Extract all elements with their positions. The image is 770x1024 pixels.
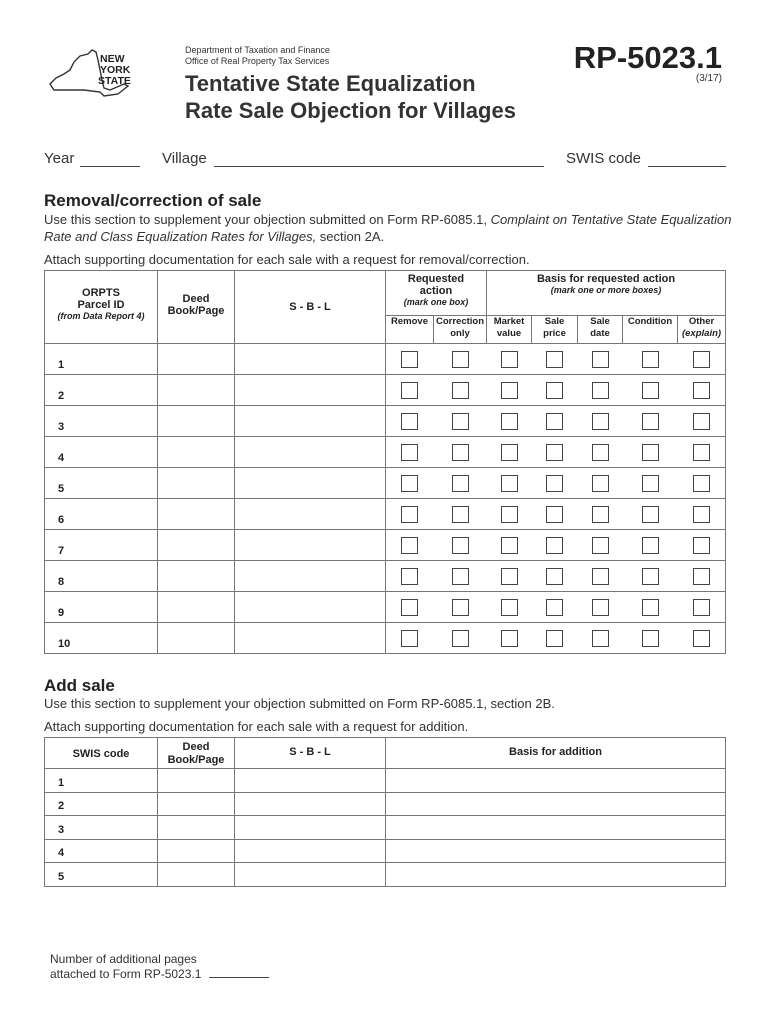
sbl-cell[interactable] bbox=[235, 437, 386, 468]
sale-price-checkbox[interactable] bbox=[546, 351, 563, 368]
add-sale-row bbox=[45, 863, 726, 887]
sbl-cell[interactable] bbox=[235, 561, 386, 592]
village-label: Village bbox=[162, 150, 207, 167]
remove-checkbox-cell bbox=[386, 499, 434, 530]
sbl-cell[interactable] bbox=[235, 375, 386, 406]
correction-only-checkbox-cell bbox=[434, 344, 487, 375]
sbl-cell[interactable] bbox=[235, 468, 386, 499]
correction-only-checkbox-cell bbox=[434, 623, 487, 654]
sale-date-checkbox-cell bbox=[578, 406, 623, 437]
correction-only-checkbox[interactable] bbox=[452, 475, 469, 492]
removal-intro-tail: section 2A. bbox=[316, 229, 385, 244]
col-swis-code: SWIS code bbox=[45, 738, 158, 769]
condition-checkbox-cell bbox=[623, 344, 678, 375]
other-checkbox[interactable] bbox=[693, 382, 710, 399]
sale-date-checkbox[interactable] bbox=[592, 413, 609, 430]
sale-price-checkbox[interactable] bbox=[546, 537, 563, 554]
deed-book-page-cell[interactable] bbox=[158, 499, 235, 530]
condition-checkbox-cell bbox=[623, 375, 678, 406]
new-york-state-logo bbox=[44, 48, 136, 98]
correction-only-checkbox-cell bbox=[434, 530, 487, 561]
removal-row bbox=[45, 344, 726, 375]
other-checkbox-cell bbox=[678, 344, 726, 375]
sale-date-checkbox[interactable] bbox=[592, 444, 609, 461]
subcol-condition: Condition bbox=[623, 316, 678, 344]
additional-pages-line-2-text: attached to Form RP-5023.1 bbox=[50, 967, 202, 981]
removal-intro-text: Use this section to supplement your objection submitted on Form RP-6085.1, bbox=[44, 212, 491, 227]
deed-book-page-cell[interactable] bbox=[158, 375, 235, 406]
removal-row bbox=[45, 406, 726, 437]
sale-date-checkbox[interactable] bbox=[592, 382, 609, 399]
deed-book-page-cell[interactable] bbox=[158, 344, 235, 375]
sale-price-checkbox[interactable] bbox=[546, 475, 563, 492]
sale-date-checkbox-cell bbox=[578, 623, 623, 654]
additional-pages-line-1: Number of additional pages bbox=[50, 952, 197, 966]
remove-checkbox[interactable] bbox=[401, 444, 418, 461]
condition-checkbox[interactable] bbox=[642, 351, 659, 368]
subcol-remove: Remove bbox=[386, 316, 434, 344]
removal-row-number: 6 bbox=[45, 499, 158, 530]
market-value-checkbox-cell bbox=[487, 437, 532, 468]
title-line-1: Tentative State Equalization bbox=[185, 71, 476, 96]
sale-date-checkbox[interactable] bbox=[592, 475, 609, 492]
other-checkbox[interactable] bbox=[693, 413, 710, 430]
market-value-checkbox[interactable] bbox=[501, 382, 518, 399]
year-label: Year bbox=[44, 150, 75, 167]
other-checkbox-cell bbox=[678, 375, 726, 406]
other-checkbox-cell bbox=[678, 561, 726, 592]
sale-date-checkbox-cell bbox=[578, 592, 623, 623]
form-revision: (3/17) bbox=[695, 73, 722, 84]
sale-date-checkbox-cell bbox=[578, 344, 623, 375]
removal-row bbox=[45, 499, 726, 530]
swis-code-field[interactable] bbox=[648, 166, 726, 167]
remove-checkbox-cell bbox=[386, 437, 434, 468]
correction-only-checkbox[interactable] bbox=[452, 413, 469, 430]
col-requested-line-2: action bbox=[419, 285, 453, 297]
market-value-checkbox-cell bbox=[487, 592, 532, 623]
sale-price-checkbox-cell bbox=[532, 561, 578, 592]
removal-row-number: 7 bbox=[45, 530, 158, 561]
add-sbl-cell[interactable] bbox=[235, 863, 386, 887]
condition-checkbox-cell bbox=[623, 499, 678, 530]
add-sale-table bbox=[44, 737, 726, 887]
condition-checkbox[interactable] bbox=[642, 568, 659, 585]
col-orpts-line-1: ORPTS bbox=[82, 287, 120, 299]
remove-checkbox[interactable] bbox=[401, 537, 418, 554]
col-deed-line-2: Book/Page bbox=[167, 305, 225, 317]
condition-checkbox[interactable] bbox=[642, 382, 659, 399]
col-basis-title: Basis for requested action bbox=[536, 273, 676, 285]
col-basis-sub: (mark one or more boxes) bbox=[550, 285, 662, 295]
basis-for-addition-cell[interactable] bbox=[386, 839, 726, 863]
remove-checkbox-cell bbox=[386, 375, 434, 406]
remove-checkbox[interactable] bbox=[401, 351, 418, 368]
sale-date-checkbox-cell bbox=[578, 530, 623, 561]
subcol-market-value bbox=[487, 316, 532, 344]
subcol-sale-price bbox=[532, 316, 578, 344]
correction-only-checkbox-cell bbox=[434, 406, 487, 437]
remove-checkbox[interactable] bbox=[401, 568, 418, 585]
remove-checkbox-cell bbox=[386, 344, 434, 375]
logo-text-york: YORK bbox=[100, 64, 131, 76]
condition-checkbox[interactable] bbox=[642, 444, 659, 461]
col-deed-line-1: Deed bbox=[182, 293, 210, 305]
add-sale-attach-note: Attach supporting documentation for each sale with a request for addition. bbox=[44, 719, 469, 734]
subcol-correction-line-1: Correction bbox=[435, 316, 485, 327]
col-orpts-line-2: Parcel ID bbox=[77, 299, 125, 311]
form-number: RP-5023.1 bbox=[573, 40, 722, 75]
market-value-checkbox[interactable] bbox=[501, 506, 518, 523]
sale-price-checkbox-cell bbox=[532, 344, 578, 375]
basis-for-addition-cell[interactable] bbox=[386, 863, 726, 887]
market-value-checkbox[interactable] bbox=[501, 475, 518, 492]
other-checkbox-cell bbox=[678, 499, 726, 530]
remove-checkbox[interactable] bbox=[401, 475, 418, 492]
market-value-checkbox[interactable] bbox=[501, 599, 518, 616]
correction-only-checkbox-cell bbox=[434, 499, 487, 530]
basis-for-addition-cell[interactable] bbox=[386, 792, 726, 816]
subcol-sale-date-line-1: Sale bbox=[590, 316, 610, 327]
subcol-other-line-2: (explain) bbox=[681, 328, 722, 339]
subcol-correction-only bbox=[434, 316, 487, 344]
market-value-checkbox[interactable] bbox=[501, 351, 518, 368]
deed-book-page-cell[interactable] bbox=[158, 530, 235, 561]
sale-date-checkbox-cell bbox=[578, 437, 623, 468]
other-checkbox-cell bbox=[678, 530, 726, 561]
removal-row-number: 5 bbox=[45, 468, 158, 499]
correction-only-checkbox[interactable] bbox=[452, 599, 469, 616]
add-sale-row-number: 1 bbox=[45, 769, 158, 793]
sale-price-checkbox-cell bbox=[532, 437, 578, 468]
other-checkbox[interactable] bbox=[693, 599, 710, 616]
removal-table bbox=[44, 270, 726, 654]
correction-only-checkbox[interactable] bbox=[452, 506, 469, 523]
correction-only-checkbox[interactable] bbox=[452, 351, 469, 368]
subcol-sale-date-line-2: date bbox=[590, 328, 610, 339]
market-value-checkbox-cell bbox=[487, 468, 532, 499]
sale-date-checkbox-cell bbox=[578, 561, 623, 592]
condition-checkbox[interactable] bbox=[642, 506, 659, 523]
swis-code-label: SWIS code bbox=[566, 150, 642, 167]
sale-price-checkbox-cell bbox=[532, 406, 578, 437]
removal-row-number: 8 bbox=[45, 561, 158, 592]
removal-row-number: 9 bbox=[45, 592, 158, 623]
removal-intro-italic: Complaint on Tentative State Equalization Rate and Class Equalization Rates for Villages, bbox=[44, 212, 732, 244]
correction-only-checkbox-cell bbox=[434, 561, 487, 592]
col-add-deed-line-2: Book/Page bbox=[167, 754, 225, 766]
removal-row-number: 3 bbox=[45, 406, 158, 437]
sale-date-checkbox[interactable] bbox=[592, 630, 609, 647]
sale-price-checkbox-cell bbox=[532, 623, 578, 654]
deed-book-page-cell[interactable] bbox=[158, 406, 235, 437]
remove-checkbox[interactable] bbox=[401, 630, 418, 647]
other-checkbox[interactable] bbox=[693, 537, 710, 554]
col-basis-for-addition: Basis for addition bbox=[386, 738, 726, 769]
sale-price-checkbox[interactable] bbox=[546, 630, 563, 647]
correction-only-checkbox[interactable] bbox=[452, 537, 469, 554]
other-checkbox[interactable] bbox=[693, 475, 710, 492]
correction-only-checkbox[interactable] bbox=[452, 382, 469, 399]
sale-date-checkbox[interactable] bbox=[592, 568, 609, 585]
add-sale-row bbox=[45, 769, 726, 793]
add-sbl-cell[interactable] bbox=[235, 769, 386, 793]
add-sale-row-number: 3 bbox=[45, 816, 158, 840]
sale-date-checkbox-cell bbox=[578, 468, 623, 499]
col-requested-sub: (mark one box) bbox=[403, 297, 469, 307]
col-orpts-parcel-id bbox=[45, 271, 158, 344]
deed-book-page-cell[interactable] bbox=[158, 623, 235, 654]
remove-checkbox[interactable] bbox=[401, 506, 418, 523]
sale-price-checkbox[interactable] bbox=[546, 568, 563, 585]
market-value-checkbox[interactable] bbox=[501, 413, 518, 430]
market-value-checkbox[interactable] bbox=[501, 537, 518, 554]
deed-book-page-cell[interactable] bbox=[158, 437, 235, 468]
logo-text-state: STATE bbox=[98, 75, 131, 87]
removal-row bbox=[45, 437, 726, 468]
subcol-sale-price-line-2: price bbox=[543, 328, 566, 339]
sale-date-checkbox-cell bbox=[578, 499, 623, 530]
correction-only-checkbox[interactable] bbox=[452, 568, 469, 585]
add-sbl-cell[interactable] bbox=[235, 816, 386, 840]
add-deed-book-page-cell[interactable] bbox=[158, 769, 235, 793]
additional-pages-field[interactable] bbox=[209, 977, 269, 978]
market-value-checkbox[interactable] bbox=[501, 444, 518, 461]
condition-checkbox-cell bbox=[623, 437, 678, 468]
removal-row bbox=[45, 375, 726, 406]
removal-row bbox=[45, 592, 726, 623]
sbl-cell[interactable] bbox=[235, 406, 386, 437]
sale-price-checkbox-cell bbox=[532, 592, 578, 623]
sale-price-checkbox[interactable] bbox=[546, 506, 563, 523]
other-checkbox-cell bbox=[678, 437, 726, 468]
sale-price-checkbox[interactable] bbox=[546, 413, 563, 430]
basis-for-addition-cell[interactable] bbox=[386, 769, 726, 793]
col-requested-line-1: Requested bbox=[407, 273, 465, 285]
sbl-cell[interactable] bbox=[235, 623, 386, 654]
form-title bbox=[185, 70, 516, 124]
condition-checkbox-cell bbox=[623, 592, 678, 623]
removal-row-number: 4 bbox=[45, 437, 158, 468]
remove-checkbox-cell bbox=[386, 406, 434, 437]
condition-checkbox-cell bbox=[623, 468, 678, 499]
add-deed-book-page-cell[interactable] bbox=[158, 863, 235, 887]
other-checkbox[interactable] bbox=[693, 351, 710, 368]
correction-only-checkbox[interactable] bbox=[452, 444, 469, 461]
other-checkbox[interactable] bbox=[693, 568, 710, 585]
add-sale-row bbox=[45, 839, 726, 863]
additional-pages-note bbox=[50, 952, 269, 982]
additional-pages-line-2 bbox=[50, 967, 269, 982]
sale-date-checkbox[interactable] bbox=[592, 537, 609, 554]
market-value-checkbox-cell bbox=[487, 623, 532, 654]
logo-text-new: NEW bbox=[100, 53, 125, 65]
add-sbl-cell[interactable] bbox=[235, 792, 386, 816]
col-orpts-sub: (from Data Report 4) bbox=[57, 311, 145, 321]
year-field[interactable] bbox=[80, 166, 140, 167]
sale-price-checkbox-cell bbox=[532, 499, 578, 530]
removal-row-number: 1 bbox=[45, 344, 158, 375]
removal-row-number: 2 bbox=[45, 375, 158, 406]
condition-checkbox-cell bbox=[623, 561, 678, 592]
remove-checkbox-cell bbox=[386, 623, 434, 654]
col-requested-action bbox=[386, 271, 487, 316]
add-deed-book-page-cell[interactable] bbox=[158, 839, 235, 863]
col-add-sbl: S - B - L bbox=[235, 738, 386, 769]
sbl-cell[interactable] bbox=[235, 344, 386, 375]
basis-for-addition-cell[interactable] bbox=[386, 816, 726, 840]
subcol-other-line-1: Other bbox=[688, 316, 715, 327]
sale-price-checkbox-cell bbox=[532, 375, 578, 406]
dept-line-2: Office of Real Property Tax Services bbox=[185, 56, 330, 66]
sale-price-checkbox[interactable] bbox=[546, 382, 563, 399]
other-checkbox-cell bbox=[678, 592, 726, 623]
other-checkbox[interactable] bbox=[693, 444, 710, 461]
sbl-cell[interactable] bbox=[235, 499, 386, 530]
subcol-market-line-2: value bbox=[496, 328, 522, 339]
add-sale-row-number: 5 bbox=[45, 863, 158, 887]
condition-checkbox-cell bbox=[623, 406, 678, 437]
remove-checkbox[interactable] bbox=[401, 382, 418, 399]
other-checkbox[interactable] bbox=[693, 630, 710, 647]
condition-checkbox[interactable] bbox=[642, 475, 659, 492]
deed-book-page-cell[interactable] bbox=[158, 561, 235, 592]
market-value-checkbox-cell bbox=[487, 344, 532, 375]
removal-row-number: 10 bbox=[45, 623, 158, 654]
add-sale-row-number: 4 bbox=[45, 839, 158, 863]
market-value-checkbox-cell bbox=[487, 499, 532, 530]
add-sale-row-number: 2 bbox=[45, 792, 158, 816]
market-value-checkbox-cell bbox=[487, 406, 532, 437]
market-value-checkbox-cell bbox=[487, 561, 532, 592]
condition-checkbox-cell bbox=[623, 530, 678, 561]
add-deed-book-page-cell[interactable] bbox=[158, 816, 235, 840]
col-basis-requested-action bbox=[487, 271, 726, 316]
sale-price-checkbox[interactable] bbox=[546, 444, 563, 461]
department-name bbox=[185, 45, 330, 67]
title-line-2: Rate Sale Objection for Villages bbox=[185, 98, 516, 123]
add-sbl-cell[interactable] bbox=[235, 839, 386, 863]
remove-checkbox-cell bbox=[386, 592, 434, 623]
subcol-other bbox=[678, 316, 726, 344]
condition-checkbox[interactable] bbox=[642, 537, 659, 554]
sbl-cell[interactable] bbox=[235, 592, 386, 623]
remove-checkbox-cell bbox=[386, 561, 434, 592]
add-sale-row bbox=[45, 816, 726, 840]
other-checkbox-cell bbox=[678, 468, 726, 499]
remove-checkbox[interactable] bbox=[401, 413, 418, 430]
correction-only-checkbox-cell bbox=[434, 468, 487, 499]
sale-price-checkbox[interactable] bbox=[546, 599, 563, 616]
add-sale-intro: Use this section to supplement your objection submitted on Form RP-6085.1, section 2B. bbox=[44, 696, 555, 711]
condition-checkbox[interactable] bbox=[642, 413, 659, 430]
sale-date-checkbox-cell bbox=[578, 375, 623, 406]
correction-only-checkbox-cell bbox=[434, 375, 487, 406]
village-field[interactable] bbox=[214, 166, 544, 167]
add-sale-row bbox=[45, 792, 726, 816]
sale-date-checkbox[interactable] bbox=[592, 351, 609, 368]
sbl-cell[interactable] bbox=[235, 530, 386, 561]
subcol-market-line-1: Market bbox=[493, 316, 525, 327]
remove-checkbox-cell bbox=[386, 468, 434, 499]
other-checkbox-cell bbox=[678, 623, 726, 654]
col-sbl: S - B - L bbox=[235, 271, 386, 344]
remove-checkbox-cell bbox=[386, 530, 434, 561]
correction-only-checkbox-cell bbox=[434, 437, 487, 468]
condition-checkbox[interactable] bbox=[642, 630, 659, 647]
col-add-deed-line-1: Deed bbox=[182, 741, 210, 753]
removal-heading: Removal/correction of sale bbox=[44, 191, 262, 210]
removal-row bbox=[45, 623, 726, 654]
removal-row bbox=[45, 530, 726, 561]
condition-checkbox-cell bbox=[623, 623, 678, 654]
removal-attach-note: Attach supporting documentation for each sale with a request for removal/correction. bbox=[44, 252, 530, 267]
deed-book-page-cell[interactable] bbox=[158, 468, 235, 499]
market-value-checkbox[interactable] bbox=[501, 568, 518, 585]
other-checkbox-cell bbox=[678, 406, 726, 437]
sale-date-checkbox[interactable] bbox=[592, 599, 609, 616]
other-checkbox[interactable] bbox=[693, 506, 710, 523]
market-value-checkbox-cell bbox=[487, 375, 532, 406]
removal-row bbox=[45, 468, 726, 499]
subcol-sale-price-line-1: Sale bbox=[544, 316, 565, 327]
deed-book-page-cell[interactable] bbox=[158, 592, 235, 623]
correction-only-checkbox-cell bbox=[434, 592, 487, 623]
subcol-sale-date bbox=[578, 316, 623, 344]
removal-intro bbox=[44, 211, 734, 245]
add-sale-heading: Add sale bbox=[44, 676, 115, 695]
correction-only-checkbox[interactable] bbox=[452, 630, 469, 647]
market-value-checkbox[interactable] bbox=[501, 630, 518, 647]
dept-line-1: Department of Taxation and Finance bbox=[185, 45, 330, 55]
removal-row bbox=[45, 561, 726, 592]
condition-checkbox[interactable] bbox=[642, 599, 659, 616]
add-deed-book-page-cell[interactable] bbox=[158, 792, 235, 816]
col-add-deed-book-page bbox=[158, 738, 235, 769]
sale-date-checkbox[interactable] bbox=[592, 506, 609, 523]
sale-price-checkbox-cell bbox=[532, 530, 578, 561]
subcol-correction-line-2: only bbox=[450, 328, 470, 339]
col-deed-book-page bbox=[158, 271, 235, 344]
market-value-checkbox-cell bbox=[487, 530, 532, 561]
remove-checkbox[interactable] bbox=[401, 599, 418, 616]
sale-price-checkbox-cell bbox=[532, 468, 578, 499]
